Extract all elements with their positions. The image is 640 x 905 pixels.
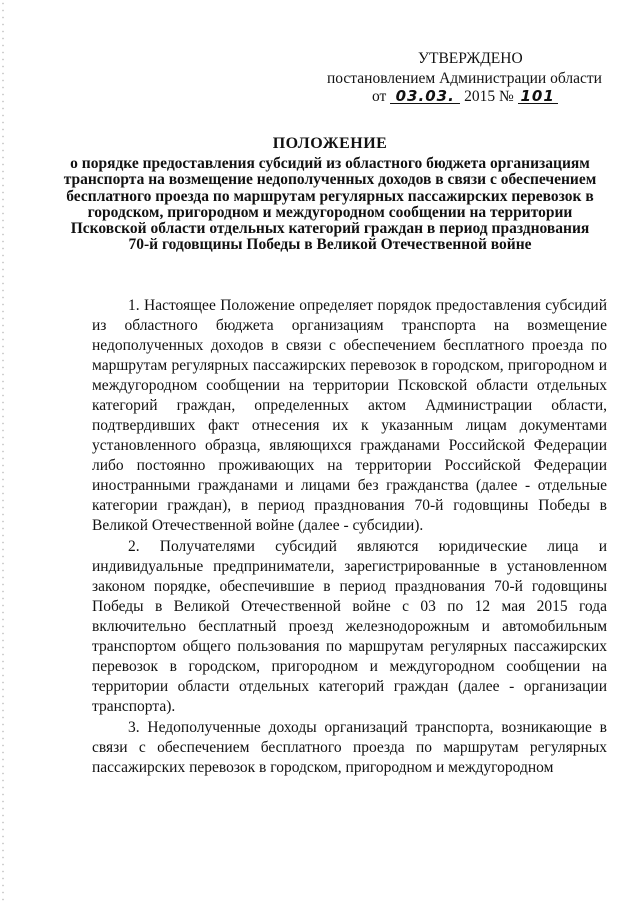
document-subtitle: о порядке предоставления субсидий из областного бюджета организациям транспорта на возмещение недополученных доходов в связи с обеспечением бесплатного проезда по маршрутам регулярных пассажирских перевозок в городском, пригородном и междугородном сообщении на территории Псковской области отдельных категорий граждан в период празднования 70-й годовщины Победы в Великой Отечественной войне (63, 155, 597, 254)
approval-authority: постановлением Администрации области (327, 70, 602, 87)
approval-handwritten-number: 101 (518, 89, 558, 104)
approval-year-number-label: 2015 № (464, 88, 514, 105)
paragraph-1: 1. Настоящее Положение определяет порядок предоставления субсидий из областного бюджета организациям транспорта на возмещение недополученных доходов в связи с обеспечением бесплатного проезда по маршрутам регулярных пассажирских перевозок в городском, пригородном и междугородном сообщении на территории Псковской области отдельных категорий граждан, определенных актом Администрации области, подтвердивших факт отнесения их к указанным лицам документами установленного образца, являющихся гражданами Российской Федерации либо постоянно проживающих на территории Российской Федерации иностранными гражданами и лицами без гражданства (далее - отдельные категории граждан), в период празднования 70-й годовщины Победы в Великой Отечественной войне (далее - субсидии). (92, 297, 607, 534)
paragraph-3: 3. Недополученные доходы организаций транспорта, возникающие в связи с обеспечением бесплатного проезда по маршрутам регулярных пассажирских перевозок в городском, пригородном и междугородном (92, 719, 607, 776)
paragraph-2: 2. Получателями субсидий являются юридические лица и индивидуальные предприниматели, зарегистрированные в установленном законом порядке, обеспечившие в период празднования 70-й годовщины Победы в Великой Отечественной войне с 03 по 12 мая 2015 года включительно бесплатный проезд железнодорожным и автомобильным транспортом общего пользования по маршрутам регулярных пассажирских перевозок в городском, пригородном и междугородном сообщении на территории области отдельных категорий граждан (далее - организации транспорта). (92, 538, 607, 715)
approval-title: УТВЕРЖДЕНО (418, 50, 523, 67)
document-body (92, 296, 607, 778)
approval-date-prefix: от (372, 88, 387, 105)
approval-date-line (372, 87, 558, 106)
document-heading (60, 136, 600, 253)
scan-edge-dots (2, 0, 4, 905)
approval-handwritten-date: 03.03. (390, 89, 460, 104)
document-title: ПОЛОЖЕНИЕ (272, 135, 388, 152)
